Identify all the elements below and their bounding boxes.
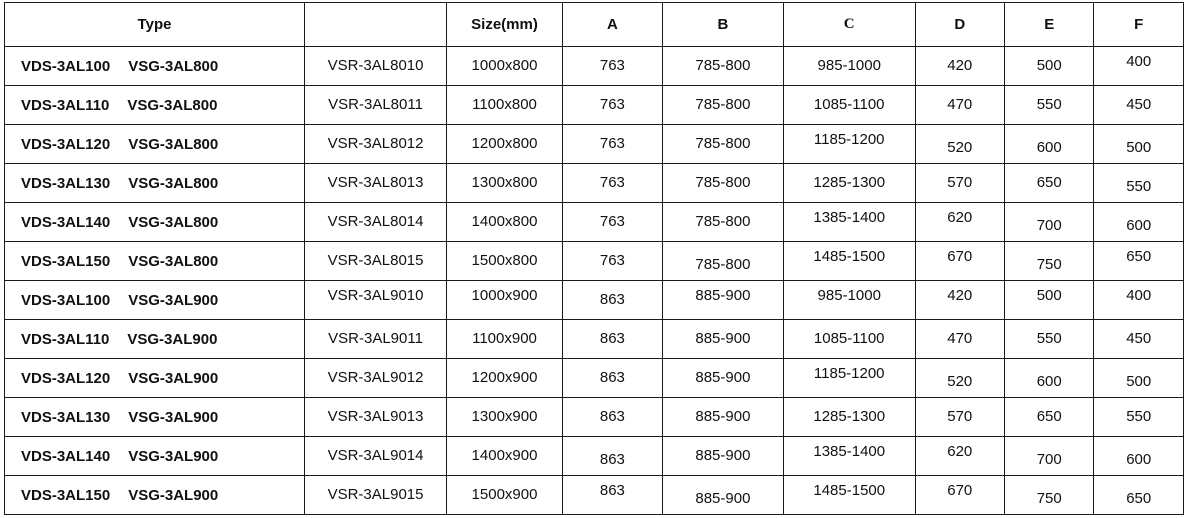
cell-type	[5, 164, 305, 203]
cell-b: 785-800	[662, 242, 783, 281]
table-row	[5, 86, 1184, 125]
cell-d: 570	[915, 164, 1004, 203]
table-row	[5, 359, 1184, 398]
cell-type	[5, 359, 305, 398]
table-row	[5, 320, 1184, 359]
cell-b: 885-900	[662, 320, 783, 359]
type-secondary: VSG-3AL800	[128, 135, 219, 153]
cell-d: 670	[915, 476, 1004, 515]
cell-b: 885-900	[662, 476, 783, 515]
cell-c: 1085-1100	[783, 86, 915, 125]
cell-e: 500	[1004, 47, 1093, 86]
column-header-b: B	[662, 3, 783, 47]
cell-e: 650	[1004, 398, 1093, 437]
cell-type	[5, 476, 305, 515]
cell-a: 763	[562, 164, 662, 203]
cell-size: 1000x900	[447, 281, 563, 320]
cell-e: 550	[1004, 320, 1093, 359]
cell-c: 1485-1500	[783, 476, 915, 515]
cell-size: 1000x800	[447, 47, 563, 86]
cell-f: 600	[1094, 203, 1184, 242]
cell-size: 1200x800	[447, 125, 563, 164]
cell-c: 1085-1100	[783, 320, 915, 359]
cell-size: 1400x900	[447, 437, 563, 476]
cell-a: 763	[562, 242, 662, 281]
type-primary: VDS-3AL100	[21, 291, 111, 309]
cell-d: 520	[915, 125, 1004, 164]
cell-type	[5, 398, 305, 437]
type-secondary: VSG-3AL900	[128, 291, 219, 309]
cell-type	[5, 203, 305, 242]
cell-size: 1400x800	[447, 203, 563, 242]
cell-size: 1200x900	[447, 359, 563, 398]
cell-c: 985-1000	[783, 47, 915, 86]
cell-model: VSR-3AL8013	[305, 164, 447, 203]
cell-size: 1500x900	[447, 476, 563, 515]
cell-d: 420	[915, 47, 1004, 86]
cell-f: 450	[1094, 86, 1184, 125]
type-secondary: VSG-3AL800	[128, 252, 219, 270]
type-secondary: VSG-3AL900	[127, 330, 218, 348]
cell-b: 885-900	[662, 398, 783, 437]
type-primary: VDS-3AL120	[21, 135, 111, 153]
cell-a: 863	[562, 437, 662, 476]
cell-size: 1300x800	[447, 164, 563, 203]
cell-e: 600	[1004, 359, 1093, 398]
table-row	[5, 125, 1184, 164]
type-secondary: VSG-3AL900	[128, 486, 219, 504]
type-primary: VDS-3AL140	[21, 447, 111, 465]
cell-c: 1285-1300	[783, 398, 915, 437]
cell-a: 763	[562, 86, 662, 125]
cell-c: 1385-1400	[783, 203, 915, 242]
cell-model: VSR-3AL9015	[305, 476, 447, 515]
cell-b: 885-900	[662, 437, 783, 476]
cell-b: 785-800	[662, 47, 783, 86]
cell-a: 763	[562, 47, 662, 86]
cell-b: 785-800	[662, 164, 783, 203]
column-header-c: C	[783, 3, 915, 47]
cell-size: 1500x800	[447, 242, 563, 281]
column-header-d: D	[915, 3, 1004, 47]
table-row	[5, 164, 1184, 203]
table-row	[5, 242, 1184, 281]
cell-b: 785-800	[662, 203, 783, 242]
type-primary: VDS-3AL130	[21, 408, 111, 426]
table-row	[5, 47, 1184, 86]
cell-d: 420	[915, 281, 1004, 320]
type-primary: VDS-3AL110	[21, 96, 110, 114]
cell-a: 863	[562, 398, 662, 437]
cell-f: 450	[1094, 320, 1184, 359]
cell-d: 520	[915, 359, 1004, 398]
column-header-model	[305, 3, 447, 47]
table-header	[5, 3, 1184, 47]
column-header-a: A	[562, 3, 662, 47]
cell-d: 620	[915, 203, 1004, 242]
cell-f: 550	[1094, 398, 1184, 437]
type-primary: VDS-3AL100	[21, 57, 111, 75]
cell-f: 400	[1094, 281, 1184, 320]
table-body	[5, 47, 1184, 515]
cell-model: VSR-3AL8014	[305, 203, 447, 242]
header-row	[5, 3, 1184, 47]
cell-type	[5, 47, 305, 86]
cell-f: 400	[1094, 47, 1184, 86]
cell-b: 785-800	[662, 86, 783, 125]
cell-model: VSR-3AL8011	[305, 86, 447, 125]
type-primary: VDS-3AL120	[21, 369, 111, 387]
type-primary: VDS-3AL130	[21, 174, 111, 192]
cell-a: 863	[562, 320, 662, 359]
cell-d: 620	[915, 437, 1004, 476]
cell-model: VSR-3AL8010	[305, 47, 447, 86]
cell-f: 500	[1094, 359, 1184, 398]
cell-d: 670	[915, 242, 1004, 281]
cell-d: 470	[915, 86, 1004, 125]
cell-a: 863	[562, 359, 662, 398]
cell-a: 863	[562, 476, 662, 515]
cell-f: 500	[1094, 125, 1184, 164]
cell-c: 1285-1300	[783, 164, 915, 203]
table-row	[5, 203, 1184, 242]
type-secondary: VSG-3AL900	[128, 447, 219, 465]
cell-b: 885-900	[662, 281, 783, 320]
cell-e: 550	[1004, 86, 1093, 125]
cell-size: 1100x800	[447, 86, 563, 125]
column-header-f: F	[1094, 3, 1184, 47]
cell-model: VSR-3AL9011	[305, 320, 447, 359]
cell-c: 1385-1400	[783, 437, 915, 476]
cell-e: 600	[1004, 125, 1093, 164]
column-header-size: Size(mm)	[447, 3, 563, 47]
cell-f: 650	[1094, 242, 1184, 281]
cell-c: 1185-1200	[783, 125, 915, 164]
type-secondary: VSG-3AL800	[128, 57, 219, 75]
cell-model: VSR-3AL9010	[305, 281, 447, 320]
cell-f: 600	[1094, 437, 1184, 476]
cell-f: 650	[1094, 476, 1184, 515]
table-row	[5, 437, 1184, 476]
column-header-e: E	[1004, 3, 1093, 47]
cell-c: 1485-1500	[783, 242, 915, 281]
table-row	[5, 398, 1184, 437]
cell-a: 763	[562, 125, 662, 164]
cell-e: 750	[1004, 242, 1093, 281]
cell-e: 650	[1004, 164, 1093, 203]
type-primary: VDS-3AL110	[21, 330, 110, 348]
specification-table	[4, 2, 1184, 515]
cell-model: VSR-3AL8012	[305, 125, 447, 164]
table-row	[5, 476, 1184, 515]
type-secondary: VSG-3AL800	[127, 96, 218, 114]
type-secondary: VSG-3AL900	[128, 369, 219, 387]
cell-f: 550	[1094, 164, 1184, 203]
cell-size: 1100x900	[447, 320, 563, 359]
cell-d: 470	[915, 320, 1004, 359]
type-primary: VDS-3AL140	[21, 213, 111, 231]
cell-type	[5, 86, 305, 125]
cell-model: VSR-3AL8015	[305, 242, 447, 281]
cell-e: 500	[1004, 281, 1093, 320]
cell-model: VSR-3AL9014	[305, 437, 447, 476]
type-secondary: VSG-3AL900	[128, 408, 219, 426]
cell-size: 1300x900	[447, 398, 563, 437]
cell-model: VSR-3AL9013	[305, 398, 447, 437]
cell-type	[5, 242, 305, 281]
type-primary: VDS-3AL150	[21, 486, 111, 504]
cell-a: 763	[562, 203, 662, 242]
cell-d: 570	[915, 398, 1004, 437]
cell-a: 863	[562, 281, 662, 320]
cell-b: 785-800	[662, 125, 783, 164]
cell-type	[5, 125, 305, 164]
type-primary: VDS-3AL150	[21, 252, 111, 270]
cell-e: 700	[1004, 203, 1093, 242]
cell-model: VSR-3AL9012	[305, 359, 447, 398]
type-secondary: VSG-3AL800	[128, 213, 219, 231]
cell-c: 985-1000	[783, 281, 915, 320]
cell-e: 700	[1004, 437, 1093, 476]
column-header-type: Type	[5, 3, 305, 47]
cell-e: 750	[1004, 476, 1093, 515]
cell-type	[5, 320, 305, 359]
cell-type	[5, 437, 305, 476]
cell-type	[5, 281, 305, 320]
table-row	[5, 281, 1184, 320]
type-secondary: VSG-3AL800	[128, 174, 219, 192]
cell-c: 1185-1200	[783, 359, 915, 398]
cell-b: 885-900	[662, 359, 783, 398]
